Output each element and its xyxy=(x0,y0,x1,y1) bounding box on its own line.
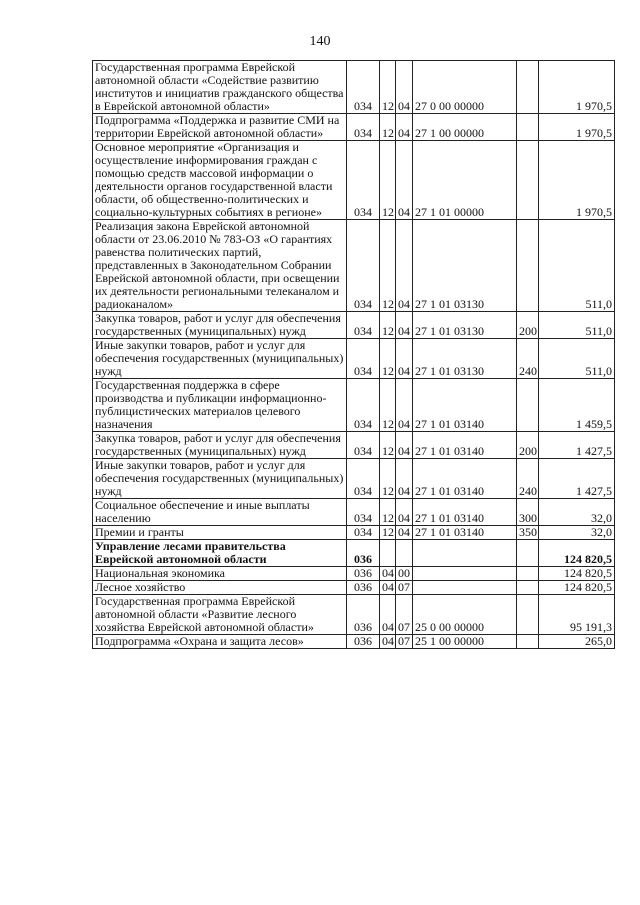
expense-type-cell xyxy=(517,540,539,567)
section-cell: 12 xyxy=(380,312,396,339)
section-cell: 04 xyxy=(380,581,396,595)
ministry-code-cell: 034 xyxy=(347,379,380,432)
target-article-cell: 27 1 01 03130 xyxy=(413,339,517,379)
subsection-cell: 07 xyxy=(396,635,413,649)
amount-cell: 265,0 xyxy=(539,635,615,649)
amount-cell: 1 970,5 xyxy=(539,61,615,114)
amount-cell: 511,0 xyxy=(539,312,615,339)
expense-type-cell: 240 xyxy=(517,459,539,499)
expense-type-cell: 200 xyxy=(517,312,539,339)
subsection-cell: 04 xyxy=(396,379,413,432)
target-article-cell: 25 1 00 00000 xyxy=(413,635,517,649)
ministry-code-cell: 034 xyxy=(347,61,380,114)
section-cell: 12 xyxy=(380,141,396,220)
program-name-cell: Государственная программа Еврейской автономной области «Развитие лесного хозяйства Еврейской автономной области» xyxy=(93,595,347,635)
expense-type-cell xyxy=(517,635,539,649)
subsection-cell xyxy=(396,540,413,567)
table-row xyxy=(93,567,615,581)
program-name-cell: Государственная поддержка в сфере производства и публикации информационно-публицистических материалов целевого назначения xyxy=(93,379,347,432)
target-article-cell: 27 1 01 03140 xyxy=(413,379,517,432)
section-cell: 12 xyxy=(380,114,396,141)
table-row xyxy=(93,595,615,635)
expense-type-cell: 350 xyxy=(517,526,539,540)
section-cell: 12 xyxy=(380,459,396,499)
section-cell: 12 xyxy=(380,499,396,526)
program-name-cell: Иные закупки товаров, работ и услуг для обеспечения государственных (муниципальных) нужд xyxy=(93,459,347,499)
subsection-cell: 00 xyxy=(396,567,413,581)
expense-type-cell: 300 xyxy=(517,499,539,526)
target-article-cell: 27 1 01 03140 xyxy=(413,459,517,499)
amount-cell: 1 459,5 xyxy=(539,379,615,432)
amount-cell: 511,0 xyxy=(539,220,615,312)
target-article-cell: 27 1 00 00000 xyxy=(413,114,517,141)
table-row xyxy=(93,432,615,459)
program-name-cell: Закупка товаров, работ и услуг для обеспечения государственных (муниципальных) нужд xyxy=(93,432,347,459)
expense-type-cell xyxy=(517,220,539,312)
section-cell: 04 xyxy=(380,595,396,635)
ministry-code-cell: 034 xyxy=(347,432,380,459)
expense-type-cell xyxy=(517,581,539,595)
amount-cell: 511,0 xyxy=(539,339,615,379)
program-name-cell: Премии и гранты xyxy=(93,526,347,540)
amount-cell: 124 820,5 xyxy=(539,567,615,581)
section-cell: 12 xyxy=(380,432,396,459)
expense-type-cell xyxy=(517,141,539,220)
ministry-code-cell: 034 xyxy=(347,141,380,220)
section-cell xyxy=(380,540,396,567)
ministry-code-cell: 034 xyxy=(347,220,380,312)
target-article-cell: 27 1 01 03130 xyxy=(413,220,517,312)
expense-type-cell xyxy=(517,61,539,114)
program-name-cell: Реализация закона Еврейской автономной области от 23.06.2010 № 783-ОЗ «О гарантиях равенства политических партий, представленных в Законодательном Собрании Еврейской автономной области, при освещении их деятельности региональными телеканалом и радиоканалом» xyxy=(93,220,347,312)
table-row xyxy=(93,540,615,567)
ministry-code-cell: 036 xyxy=(347,595,380,635)
ministry-code-cell: 034 xyxy=(347,339,380,379)
ministry-code-cell: 036 xyxy=(347,581,380,595)
program-name-cell: Подпрограмма «Охрана и защита лесов» xyxy=(93,635,347,649)
target-article-cell: 27 1 01 03140 xyxy=(413,526,517,540)
section-cell: 12 xyxy=(380,61,396,114)
expense-type-cell: 200 xyxy=(517,432,539,459)
subsection-cell: 07 xyxy=(396,581,413,595)
program-name-cell: Закупка товаров, работ и услуг для обеспечения государственных (муниципальных) нужд xyxy=(93,312,347,339)
subsection-cell: 04 xyxy=(396,459,413,499)
subsection-cell: 04 xyxy=(396,61,413,114)
ministry-code-cell: 034 xyxy=(347,526,380,540)
table-row xyxy=(93,61,615,114)
section-cell: 12 xyxy=(380,339,396,379)
target-article-cell: 27 1 01 03130 xyxy=(413,312,517,339)
table-row xyxy=(93,526,615,540)
target-article-cell: 27 1 01 03140 xyxy=(413,432,517,459)
target-article-cell: 27 1 01 00000 xyxy=(413,141,517,220)
program-name-cell: Подпрограмма «Поддержка и развитие СМИ на территории Еврейской автономной области» xyxy=(93,114,347,141)
ministry-code-cell: 034 xyxy=(347,114,380,141)
ministry-code-cell: 034 xyxy=(347,499,380,526)
program-name-cell: Социальное обеспечение и иные выплаты населению xyxy=(93,499,347,526)
budget-table xyxy=(92,60,615,649)
subsection-cell: 04 xyxy=(396,432,413,459)
amount-cell: 124 820,5 xyxy=(539,540,615,567)
section-cell: 12 xyxy=(380,379,396,432)
table-row xyxy=(93,312,615,339)
amount-cell: 32,0 xyxy=(539,526,615,540)
program-name-cell: Лесное хозяйство xyxy=(93,581,347,595)
table-row xyxy=(93,459,615,499)
expense-type-cell xyxy=(517,114,539,141)
subsection-cell: 04 xyxy=(396,141,413,220)
program-name-cell: Государственная программа Еврейской автономной области «Содействие развитию институтов и инициатив гражданского общества в Еврейской автономной области» xyxy=(93,61,347,114)
amount-cell: 1 970,5 xyxy=(539,114,615,141)
expense-type-cell xyxy=(517,595,539,635)
section-cell: 04 xyxy=(380,635,396,649)
ministry-code-cell: 036 xyxy=(347,567,380,581)
amount-cell: 1 427,5 xyxy=(539,432,615,459)
table-row xyxy=(93,220,615,312)
subsection-cell: 04 xyxy=(396,114,413,141)
target-article-cell xyxy=(413,540,517,567)
table-row xyxy=(93,635,615,649)
ministry-code-cell: 034 xyxy=(347,312,380,339)
ministry-code-cell: 036 xyxy=(347,540,380,567)
ministry-code-cell: 036 xyxy=(347,635,380,649)
amount-cell: 1 427,5 xyxy=(539,459,615,499)
target-article-cell: 25 0 00 00000 xyxy=(413,595,517,635)
target-article-cell xyxy=(413,581,517,595)
target-article-cell: 27 0 00 00000 xyxy=(413,61,517,114)
subsection-cell: 04 xyxy=(396,220,413,312)
amount-cell: 1 970,5 xyxy=(539,141,615,220)
section-cell: 12 xyxy=(380,526,396,540)
page-number: 140 xyxy=(309,34,331,49)
amount-cell: 124 820,5 xyxy=(539,581,615,595)
table-row xyxy=(93,379,615,432)
table-row xyxy=(93,581,615,595)
section-cell: 12 xyxy=(380,220,396,312)
subsection-cell: 04 xyxy=(396,526,413,540)
amount-cell: 32,0 xyxy=(539,499,615,526)
ministry-code-cell: 034 xyxy=(347,459,380,499)
subsection-cell: 04 xyxy=(396,312,413,339)
table-row xyxy=(93,499,615,526)
table-row xyxy=(93,141,615,220)
program-name-cell: Национальная экономика xyxy=(93,567,347,581)
program-name-cell: Управление лесами правительства Еврейской автономной области xyxy=(93,540,347,567)
expense-type-cell: 240 xyxy=(517,339,539,379)
target-article-cell xyxy=(413,567,517,581)
target-article-cell: 27 1 01 03140 xyxy=(413,499,517,526)
subsection-cell: 04 xyxy=(396,339,413,379)
amount-cell: 95 191,3 xyxy=(539,595,615,635)
expense-type-cell xyxy=(517,567,539,581)
subsection-cell: 07 xyxy=(396,595,413,635)
table-row xyxy=(93,339,615,379)
program-name-cell: Основное мероприятие «Организация и осуществление информирования граждан с помощью средств массовой информации о деятельности органов государственной власти области, об общественно-политических и социально-культурных событиях в регионе» xyxy=(93,141,347,220)
program-name-cell: Иные закупки товаров, работ и услуг для обеспечения государственных (муниципальных) нужд xyxy=(93,339,347,379)
section-cell: 04 xyxy=(380,567,396,581)
expense-type-cell xyxy=(517,379,539,432)
subsection-cell: 04 xyxy=(396,499,413,526)
table-row xyxy=(93,114,615,141)
